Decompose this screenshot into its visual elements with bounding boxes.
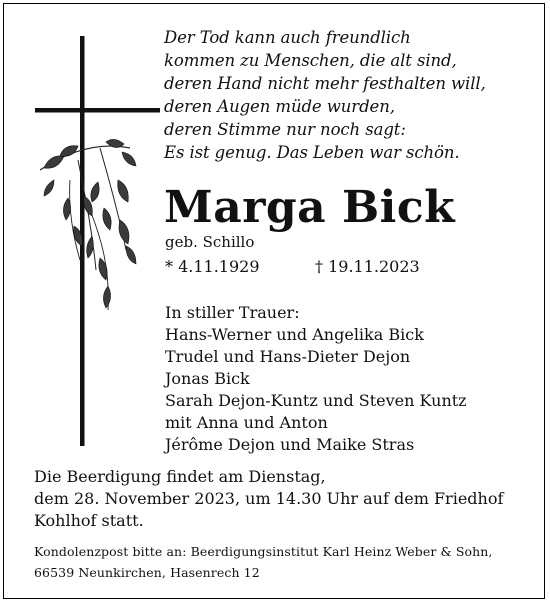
funeral-line: dem 28. November 2023, um 14.30 Uhr auf dem Friedhof [34,489,504,508]
mourner-line: Sarah Dejon-Kuntz und Steven Kuntz [165,391,467,410]
mourner-line: Jérôme Dejon und Maike Stras [165,435,415,454]
birth-date: * 4.11.1929 [165,257,260,276]
poem [164,26,486,164]
poem-line: deren Hand nicht mehr festhalten will, [164,74,486,93]
poem-line: kommen zu Menschen, die alt sind, [164,51,457,70]
funeral-line: Kohlhof statt. [34,511,144,530]
mourner-line: Trudel und Hans-Dieter Dejon [165,347,411,366]
funeral-line: Die Beerdigung findet am Dienstag, [34,467,326,486]
condolence-line: 66539 Neunkirchen, Hasenrech 12 [34,565,260,580]
funeral-details [34,466,503,532]
condolence-address [34,541,493,583]
poem-line: Es ist genug. Das Leben war schön. [164,143,460,162]
cross-with-birch-branch-icon [30,30,170,460]
poem-line: deren Stimme nur noch sagt: [164,120,406,139]
mourner-line: mit Anna und Anton [165,413,328,432]
mourners-heading: In stiller Trauer: [165,303,300,322]
poem-line: deren Augen müde wurden, [164,97,395,116]
poem-line: Der Tod kann auch freundlich [164,28,411,47]
death-date: † 19.11.2023 [315,257,420,276]
condolence-line: Kondolenzpost bitte an: Beerdigungsinstitut Karl Heinz Weber & Sohn, [34,544,493,559]
mourner-line: Hans-Werner und Angelika Bick [165,325,424,344]
obituary-notice [3,3,545,599]
maiden-name: geb. Schillo [165,233,255,251]
deceased-name: Marga Bick [164,182,456,233]
mourner-line: Jonas Bick [165,369,250,388]
mourners-list [165,302,467,456]
